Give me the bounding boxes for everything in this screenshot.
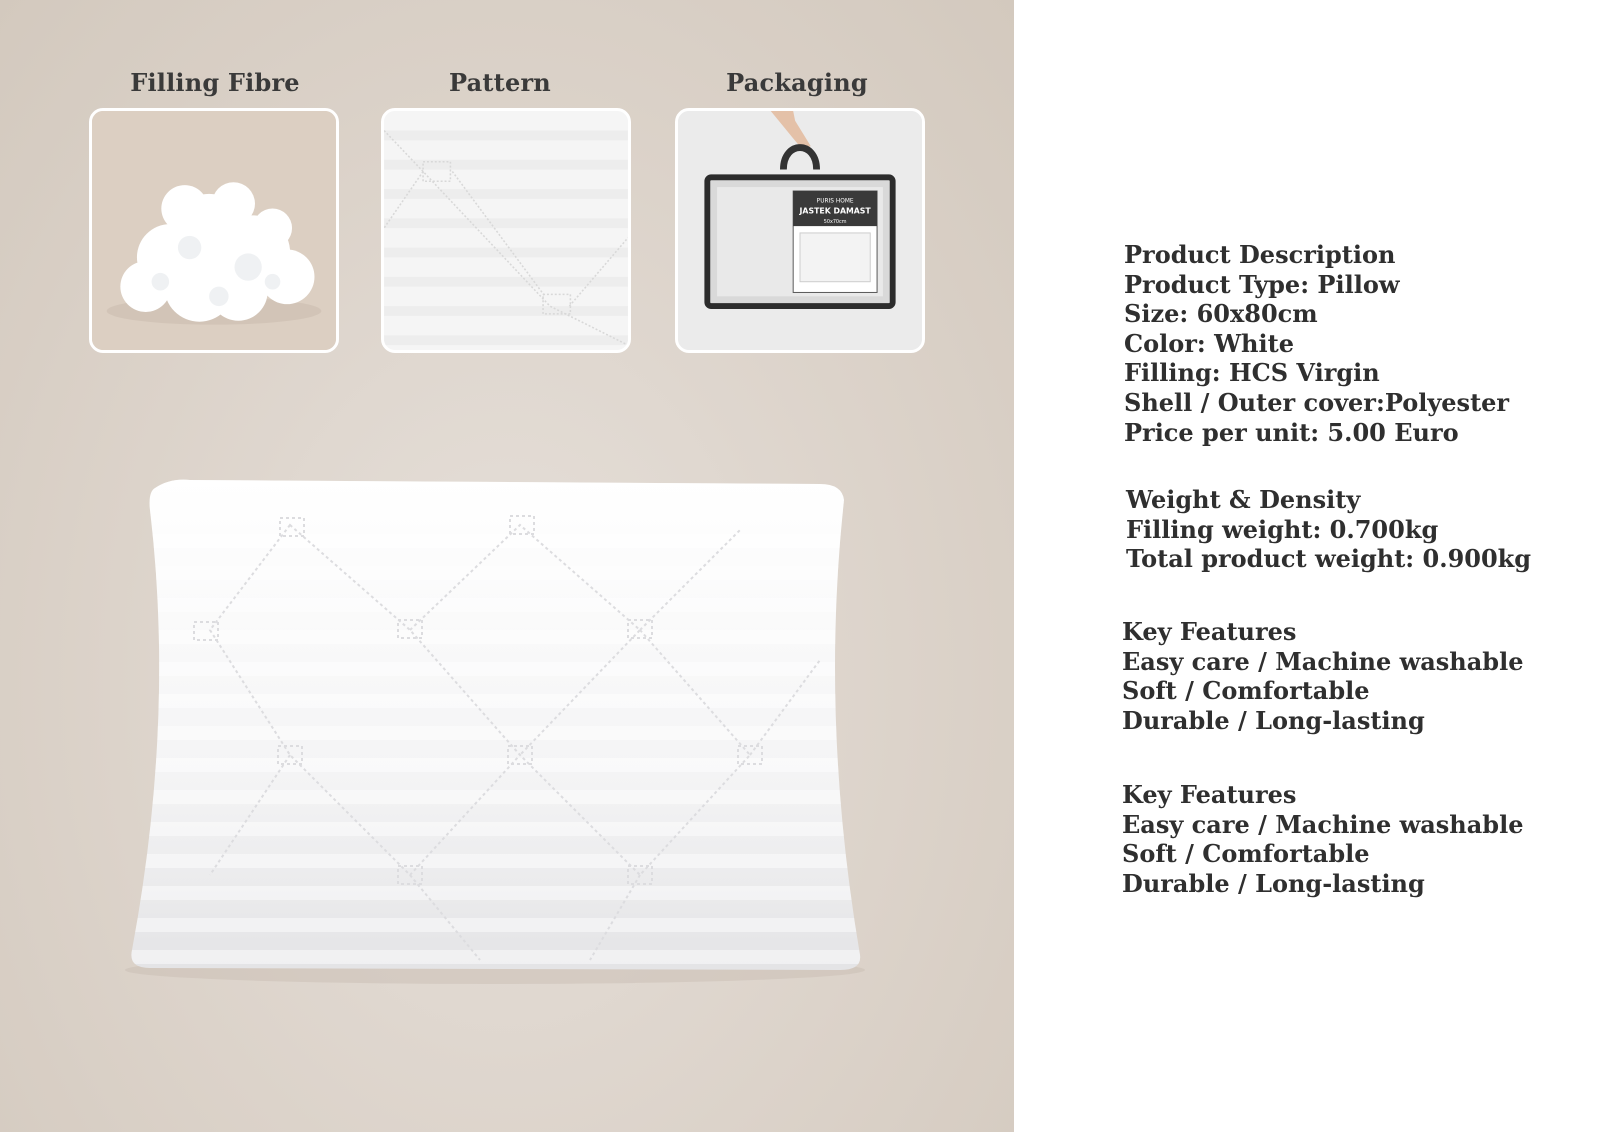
product-description-section xyxy=(1124,240,1509,447)
key-features-heading: Key Features xyxy=(1122,617,1297,646)
total-weight-line: Total product weight: 0.900kg xyxy=(1126,544,1532,574)
filling-line: Filling: HCS Virgin xyxy=(1124,358,1380,388)
product-description-heading: Product Description xyxy=(1124,240,1396,269)
feature-line: Soft / Comfortable xyxy=(1122,839,1370,869)
packaging-label: Packaging xyxy=(726,68,868,97)
svg-text:50x70cm: 50x70cm xyxy=(823,219,847,226)
pattern-image xyxy=(381,108,631,353)
feature-line: Easy care / Machine washable xyxy=(1122,646,1524,676)
price-line: Price per unit: 5.00 Euro xyxy=(1124,417,1459,447)
feature-line: Soft / Comfortable xyxy=(1122,676,1370,706)
weight-density-heading: Weight & Density xyxy=(1126,485,1361,514)
key-features-heading: Key Features xyxy=(1122,780,1297,809)
filling-fibre-image xyxy=(89,108,339,353)
key-features-section-1 xyxy=(1122,617,1523,735)
fibre-image xyxy=(92,111,336,350)
feature-line: Durable / Long-lasting xyxy=(1122,868,1425,898)
feature-line: Durable / Long-lasting xyxy=(1122,705,1425,735)
shell-line: Shell / Outer cover:Polyester xyxy=(1124,387,1510,417)
feature-line: Easy care / Machine washable xyxy=(1122,809,1524,839)
pillow-image xyxy=(120,470,880,990)
product-type-line: Product Type: Pillow xyxy=(1124,269,1400,299)
svg-text:PURIS HOME: PURIS HOME xyxy=(816,198,854,205)
weight-density-section xyxy=(1126,485,1531,574)
packaging-bag-image xyxy=(678,111,922,350)
color-line: Color: White xyxy=(1124,328,1294,358)
svg-text:JASTEK DAMAST: JASTEK DAMAST xyxy=(799,206,871,216)
size-line: Size: 60x80cm xyxy=(1124,299,1318,329)
packaging-image xyxy=(675,108,925,353)
filling-weight-line: Filling weight: 0.700kg xyxy=(1126,514,1439,544)
pattern-label: Pattern xyxy=(449,68,551,97)
key-features-section-2 xyxy=(1122,780,1523,898)
quilt-pattern-image xyxy=(384,111,628,350)
filling-fibre-label: Filling Fibre xyxy=(130,68,300,97)
